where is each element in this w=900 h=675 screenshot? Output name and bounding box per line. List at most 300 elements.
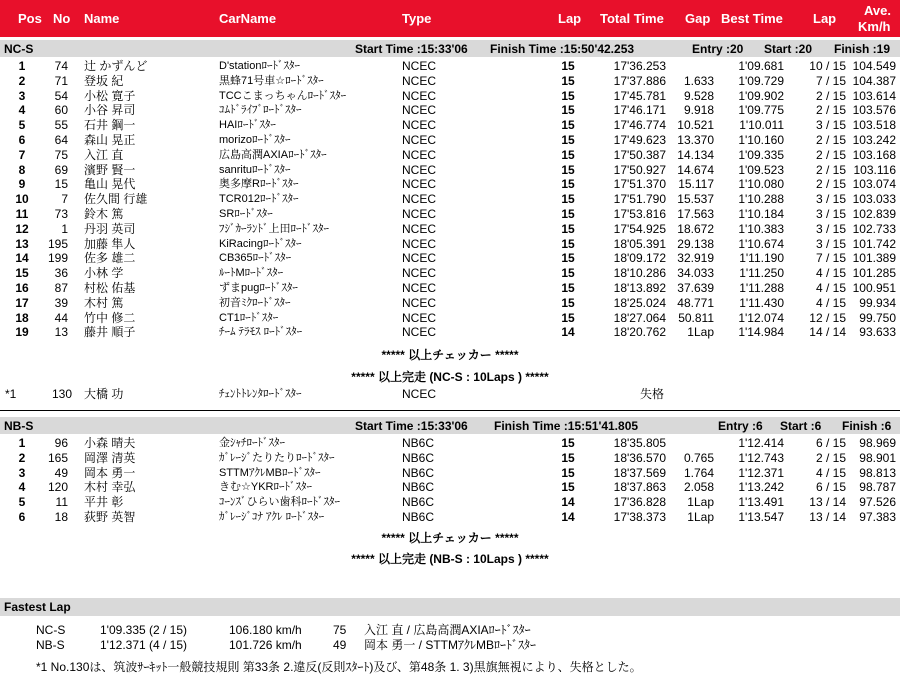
- lap-cell: 15: [561, 207, 575, 221]
- fastest-lap-title: Fastest Lap: [4, 600, 71, 614]
- gap-cell: 0.765: [683, 450, 714, 465]
- pos-cell: 9: [18, 177, 26, 192]
- lap-cell: 15: [561, 103, 575, 118]
- gap-cell: 13.370: [677, 133, 714, 147]
- table-row: [0, 311, 900, 326]
- lap-cell: 15: [561, 310, 575, 325]
- car-no-cell: 36: [54, 266, 68, 281]
- type-cell: NCEC: [402, 207, 437, 221]
- best-time-cell: 1'11.430: [739, 295, 784, 310]
- fastest-row-ncs: [0, 623, 900, 638]
- car-name-cell: CB365ﾛｰﾄﾞｽﾀｰ: [219, 252, 292, 265]
- car-name-cell: sanrituﾛｰﾄﾞｽﾀｰ: [219, 163, 291, 176]
- pos-cell: 12: [15, 221, 29, 236]
- total-time-cell: 17'36.253: [613, 59, 666, 73]
- header-kmh: Km/h: [858, 19, 891, 34]
- type-cell: NCEC: [402, 103, 437, 118]
- nbs-finish-count: Finish :6: [842, 419, 892, 433]
- divider-line: [0, 410, 900, 411]
- best-lap-cell: 3 / 15: [815, 118, 846, 133]
- type-cell: NCEC: [402, 310, 437, 325]
- car-name-cell: TCR012ﾛｰﾄﾞｽﾀｰ: [219, 193, 299, 206]
- car-no-cell: 1: [61, 221, 68, 236]
- lap-cell: 15: [561, 251, 575, 266]
- pos-cell: 14: [15, 251, 29, 266]
- table-row: [0, 281, 900, 296]
- driver-name-cell: 登坂 紀: [84, 73, 124, 88]
- total-time-cell: 17'54.925: [613, 221, 666, 236]
- table-row: [0, 163, 900, 178]
- best-lap-cell: 10 / 15: [809, 59, 846, 73]
- driver-name-cell: 岡澤 清英: [84, 450, 136, 465]
- gap-cell: 1Lap: [687, 325, 714, 340]
- lap-cell: 15: [561, 73, 575, 88]
- header-carname: CarName: [219, 11, 277, 26]
- gap-cell: 14.134: [677, 147, 714, 162]
- total-time-cell: 18'25.024: [613, 295, 666, 310]
- gap-cell: 17.563: [677, 207, 714, 221]
- ave-speed-cell: 101.285: [852, 266, 896, 281]
- ncs-complete-note: ***** 以上完走 (NC-S : 10Laps ) *****: [351, 370, 549, 384]
- lap-cell: 15: [561, 236, 575, 251]
- type-cell: NCEC: [402, 236, 437, 251]
- total-time-cell: 17'37.886: [613, 73, 666, 88]
- table-row: [0, 89, 900, 104]
- driver-name-cell: 亀山 晃代: [84, 177, 136, 192]
- best-lap-cell: 4 / 15: [815, 266, 846, 281]
- ave-speed-cell: 100.951: [852, 281, 896, 295]
- ncs-finish-count: Finish :19: [834, 42, 891, 56]
- car-name-cell: ｺｰﾝｽﾞひらい歯科ﾛｰﾄﾞｽﾀｰ: [219, 496, 340, 509]
- fastest-no: 75: [333, 623, 347, 637]
- car-name-cell: KiRacingﾛｰﾄﾞｽﾀｰ: [219, 237, 302, 250]
- best-time-cell: 1'09.902: [738, 88, 784, 103]
- best-lap-cell: 13 / 14: [809, 495, 846, 510]
- type-cell: NCEC: [402, 162, 437, 177]
- driver-name-cell: 辻 かずんど: [84, 59, 148, 73]
- pos-cell: 10: [15, 192, 29, 207]
- pos-cell: 18: [15, 310, 29, 325]
- ave-speed-cell: 103.116: [853, 162, 896, 177]
- driver-name-cell: 平井 彰: [84, 495, 124, 510]
- best-time-cell: 1'10.080: [738, 177, 784, 192]
- total-time-cell: 18'37.569: [613, 465, 666, 480]
- lap-cell: 15: [561, 59, 575, 73]
- best-time-cell: 1'13.547: [738, 510, 784, 524]
- header-pos: Pos: [18, 11, 42, 26]
- type-cell: NB6C: [402, 480, 435, 495]
- type-cell: NCEC: [402, 59, 437, 73]
- best-lap-cell: 6 / 15: [815, 480, 846, 495]
- car-no-cell: 15: [54, 177, 68, 192]
- total-time-cell: 17'38.373: [613, 510, 666, 524]
- driver-name-cell: 丹羽 英司: [84, 221, 136, 236]
- type-cell: NB6C: [402, 495, 435, 510]
- total-time-cell: 18'36.570: [613, 450, 666, 465]
- ncs-section-header: [0, 40, 900, 57]
- table-row: [0, 510, 900, 525]
- best-lap-cell: 3 / 15: [815, 192, 846, 207]
- dq-car: ﾁｪﾝﾄﾄﾚﾝﾀﾛｰﾄﾞｽﾀｰ: [219, 388, 302, 400]
- fastest-lap-header: [0, 598, 900, 616]
- ave-speed-cell: 101.742: [852, 236, 896, 251]
- ncs-checker-note: ***** 以上チェッカー *****: [381, 348, 519, 362]
- gap-cell: 1Lap: [687, 510, 714, 524]
- ave-speed-cell: 104.549: [852, 59, 896, 73]
- total-time-cell: 18'37.863: [613, 480, 666, 495]
- nbs-entry-count: Entry :6: [718, 419, 763, 433]
- driver-name-cell: 濱野 賢一: [84, 162, 136, 177]
- car-no-cell: 60: [54, 103, 68, 118]
- car-name-cell: HAIﾛｰﾄﾞｽﾀｰ: [219, 119, 276, 132]
- lap-cell: 15: [561, 147, 575, 162]
- table-row: [0, 74, 900, 89]
- driver-name-cell: 佐久間 行雄: [84, 192, 148, 207]
- ave-speed-cell: 99.750: [859, 310, 896, 325]
- pos-cell: 2: [18, 73, 26, 88]
- header-best-lap: Lap: [813, 11, 837, 26]
- total-time-cell: 17'51.370: [613, 177, 666, 192]
- best-time-cell: 1'09.523: [738, 162, 784, 177]
- driver-name-cell: 荻野 英智: [84, 510, 136, 524]
- lap-cell: 15: [561, 192, 575, 207]
- ave-speed-cell: 101.389: [852, 251, 896, 266]
- driver-name-cell: 小林 学: [84, 266, 124, 281]
- total-time-cell: 18'20.762: [613, 325, 666, 340]
- ncs-dq-row: [0, 387, 900, 402]
- nbs-start-count: Start :6: [780, 419, 822, 433]
- type-cell: NCEC: [402, 177, 437, 192]
- car-no-cell: 11: [55, 495, 68, 510]
- ave-speed-cell: 103.614: [852, 88, 896, 103]
- car-no-cell: 199: [47, 251, 68, 266]
- car-no-cell: 39: [54, 295, 68, 310]
- nbs-section-header: [0, 417, 900, 434]
- fastest-driver: 岡本 勇一 / STTMｱｸﾚMBﾛｰﾄﾞｽﾀｰ: [364, 638, 536, 652]
- total-time-cell: 17'36.828: [613, 495, 666, 510]
- gap-cell: 9.918: [683, 103, 714, 118]
- ave-speed-cell: 103.074: [852, 177, 896, 192]
- car-no-cell: 7: [61, 192, 68, 207]
- car-no-cell: 44: [54, 310, 68, 325]
- car-no-cell: 96: [54, 436, 68, 450]
- type-cell: NCEC: [402, 88, 437, 103]
- best-lap-cell: 2 / 15: [815, 177, 846, 192]
- driver-name-cell: 加藤 隼人: [84, 236, 136, 251]
- car-name-cell: きむ☆YKRﾛｰﾄﾞｽﾀｰ: [219, 481, 312, 494]
- car-no-cell: 49: [54, 465, 68, 480]
- pos-cell: 6: [18, 510, 26, 524]
- header-name: Name: [84, 11, 120, 26]
- dq-footnote: *1 No.130は、筑波ｻｰｷｯﾄ一般競技規則 第33条 2.違反(反則ｽﾀｰﾄ)及び、第48条 1. 3)黒旗無視により、失格とした。: [36, 660, 642, 674]
- header-ave: Ave.: [864, 3, 891, 18]
- fastest-row-nbs: [0, 638, 900, 653]
- table-row: [0, 222, 900, 237]
- pos-cell: 8: [18, 162, 26, 177]
- lap-cell: 15: [561, 450, 575, 465]
- type-cell: NCEC: [402, 133, 437, 147]
- type-cell: NB6C: [402, 465, 435, 480]
- car-name-cell: CT1ﾛｰﾄﾞｽﾀｰ: [219, 311, 279, 324]
- best-time-cell: 1'10.160: [738, 133, 784, 147]
- table-row: [0, 207, 900, 222]
- driver-name-cell: 石井 鋼一: [84, 118, 136, 133]
- dq-name: 大橋 功: [84, 387, 124, 401]
- car-name-cell: TCCこまっちゃんﾛｰﾄﾞｽﾀｰ: [219, 89, 347, 102]
- driver-name-cell: 竹中 修二: [84, 310, 136, 325]
- pos-cell: 6: [18, 133, 26, 147]
- gap-cell: 48.771: [677, 295, 714, 310]
- type-cell: NCEC: [402, 192, 437, 207]
- total-time-cell: 18'10.286: [613, 266, 666, 281]
- lap-cell: 14: [561, 510, 575, 524]
- pos-cell: 1: [18, 59, 26, 73]
- best-time-cell: 1'11.190: [739, 251, 784, 266]
- header-total-time: Total Time: [600, 11, 664, 26]
- dq-type: NCEC: [402, 387, 437, 401]
- header-best-time: Best Time: [721, 11, 783, 26]
- lap-cell: 15: [561, 118, 575, 133]
- ave-speed-cell: 103.576: [852, 103, 896, 118]
- car-no-cell: 120: [47, 480, 68, 495]
- gap-cell: 2.058: [683, 480, 714, 495]
- total-time-cell: 17'49.623: [613, 133, 666, 147]
- ave-speed-cell: 104.387: [852, 73, 896, 88]
- car-no-cell: 55: [54, 118, 68, 133]
- ave-speed-cell: 97.526: [859, 495, 896, 510]
- pos-cell: 5: [18, 118, 26, 133]
- ave-speed-cell: 98.969: [859, 436, 896, 450]
- fastest-time: 1'09.335 (2 / 15): [100, 623, 188, 637]
- fastest-driver: 入江 直 / 広島高潤AXIAﾛｰﾄﾞｽﾀｰ: [364, 623, 531, 637]
- driver-name-cell: 小谷 昇司: [84, 103, 136, 118]
- best-time-cell: 1'10.383: [738, 221, 784, 236]
- type-cell: NCEC: [402, 266, 437, 281]
- best-time-cell: 1'10.674: [738, 236, 784, 251]
- ave-speed-cell: 97.383: [859, 510, 896, 524]
- nbs-finish-time: Finish Time :15:51'41.805: [494, 419, 639, 433]
- total-time-cell: 17'46.171: [613, 103, 666, 118]
- total-time-cell: 17'53.816: [613, 207, 666, 221]
- lap-cell: 15: [561, 88, 575, 103]
- best-lap-cell: 2 / 15: [815, 133, 846, 147]
- table-row: [0, 148, 900, 163]
- lap-cell: 14: [561, 495, 575, 510]
- car-name-cell: 金ｼｬﾁﾛｰﾄﾞｽﾀｰ: [219, 437, 285, 449]
- best-time-cell: 1'12.371: [738, 465, 784, 480]
- lap-cell: 15: [561, 295, 575, 310]
- ave-speed-cell: 103.033: [852, 192, 896, 207]
- table-row: [0, 103, 900, 118]
- car-name-cell: ｶﾞﾚｰｼﾞｺﾅ ｱｸﾚ ﾛｰﾄﾞｽﾀｰ: [219, 511, 325, 523]
- ncs-finish-time: Finish Time :15:50'42.253: [490, 42, 635, 56]
- car-name-cell: ｶﾞﾚｰｼﾞたりたりﾛｰﾄﾞｽﾀｰ: [219, 451, 335, 464]
- lap-cell: 15: [561, 266, 575, 281]
- best-time-cell: 1'12.414: [738, 436, 784, 450]
- gap-cell: 18.672: [677, 221, 714, 236]
- pos-cell: 1: [18, 436, 26, 450]
- total-time-cell: 18'13.892: [613, 281, 666, 295]
- ncs-start-time: Start Time :15:33'06: [355, 42, 468, 56]
- lap-cell: 15: [561, 177, 575, 192]
- type-cell: NCEC: [402, 73, 437, 88]
- total-time-cell: 17'51.790: [613, 192, 666, 207]
- best-lap-cell: 2 / 15: [815, 103, 846, 118]
- car-no-cell: 74: [54, 59, 68, 73]
- driver-name-cell: 小森 晴夫: [84, 436, 136, 450]
- pos-cell: 5: [18, 495, 26, 510]
- ncs-class-label: NC-S: [4, 42, 34, 56]
- table-row: [0, 118, 900, 133]
- car-no-cell: 87: [54, 281, 68, 295]
- best-time-cell: 1'10.011: [739, 118, 784, 133]
- lap-cell: 15: [561, 281, 575, 295]
- best-lap-cell: 4 / 15: [815, 281, 846, 295]
- pos-cell: 7: [18, 147, 26, 162]
- car-name-cell: ﾙｰﾄMﾛｰﾄﾞｽﾀｰ: [219, 267, 284, 280]
- table-row: [0, 177, 900, 192]
- lap-cell: 14: [561, 325, 575, 340]
- lap-cell: 15: [561, 221, 575, 236]
- driver-name-cell: 佐多 雄二: [84, 251, 136, 266]
- table-row: [0, 266, 900, 281]
- best-time-cell: 1'09.775: [738, 103, 784, 118]
- type-cell: NCEC: [402, 295, 437, 310]
- type-cell: NB6C: [402, 510, 435, 524]
- ave-speed-cell: 98.813: [859, 465, 896, 480]
- pos-cell: 17: [15, 295, 29, 310]
- total-time-cell: 17'46.774: [613, 118, 666, 133]
- gap-cell: 37.639: [677, 281, 714, 295]
- table-row: [0, 237, 900, 252]
- gap-cell: 34.033: [677, 266, 714, 281]
- driver-name-cell: 岡本 勇一: [84, 465, 136, 480]
- nbs-start-time: Start Time :15:33'06: [355, 419, 468, 433]
- pos-cell: 15: [15, 266, 29, 281]
- car-no-cell: 195: [47, 236, 68, 251]
- fastest-no: 49: [333, 638, 347, 652]
- type-cell: NCEC: [402, 251, 437, 266]
- lap-cell: 15: [561, 465, 575, 480]
- nbs-class-label: NB-S: [4, 419, 34, 433]
- table-row: [0, 59, 900, 74]
- nbs-complete-note: ***** 以上完走 (NB-S : 10Laps ) *****: [351, 552, 549, 566]
- header-gap: Gap: [685, 11, 711, 26]
- ave-speed-cell: 103.242: [852, 133, 896, 147]
- driver-name-cell: 入江 直: [84, 147, 124, 162]
- pos-cell: 16: [15, 281, 29, 295]
- car-name-cell: ｺﾑﾄﾞﾗｲﾌﾞﾛｰﾄﾞｽﾀｰ: [219, 104, 302, 117]
- type-cell: NCEC: [402, 325, 437, 340]
- car-name-cell: ﾁｰﾑ ﾃﾗﾓｽ ﾛｰﾄﾞｽﾀｰ: [219, 326, 303, 339]
- dq-status: 失格: [640, 387, 665, 401]
- gap-cell: 15.117: [678, 177, 714, 192]
- car-name-cell: 黒蜂71号車☆ﾛｰﾄﾞｽﾀｰ: [219, 74, 324, 87]
- total-time-cell: 17'50.387: [613, 147, 666, 162]
- nbs-checker-note: ***** 以上チェッカー *****: [381, 531, 519, 545]
- ave-speed-cell: 103.518: [852, 118, 896, 133]
- car-name-cell: 奥多摩Rﾛｰﾄﾞｽﾀｰ: [219, 178, 299, 191]
- type-cell: NCEC: [402, 281, 437, 295]
- car-name-cell: SRﾛｰﾄﾞｽﾀｰ: [219, 208, 273, 220]
- best-lap-cell: 4 / 15: [815, 295, 846, 310]
- gap-cell: 1.764: [683, 465, 714, 480]
- type-cell: NCEC: [402, 147, 437, 162]
- ave-speed-cell: 98.901: [859, 450, 896, 465]
- best-lap-cell: 12 / 15: [809, 310, 846, 325]
- ncs-start-count: Start :20: [764, 42, 813, 56]
- car-name-cell: 広島高潤AXIAﾛｰﾄﾞｽﾀｰ: [219, 148, 327, 161]
- total-time-cell: 18'27.064: [613, 310, 666, 325]
- pos-cell: 3: [18, 465, 26, 480]
- ave-speed-cell: 103.168: [852, 147, 896, 162]
- best-time-cell: 1'11.250: [739, 266, 784, 281]
- gap-cell: 1.633: [683, 73, 714, 88]
- table-row: [0, 436, 900, 451]
- gap-cell: 29.138: [677, 236, 714, 251]
- total-time-cell: 18'35.805: [613, 436, 666, 450]
- column-header-bar: [0, 0, 900, 37]
- best-time-cell: 1'09.729: [738, 73, 784, 88]
- pos-cell: 13: [15, 236, 29, 251]
- lap-cell: 15: [561, 162, 575, 177]
- gap-cell: 32.919: [677, 251, 714, 266]
- table-row: [0, 325, 900, 340]
- best-time-cell: 1'10.288: [738, 192, 784, 207]
- table-row: [0, 451, 900, 466]
- car-no-cell: 71: [54, 73, 68, 88]
- pos-cell: 4: [18, 480, 26, 495]
- best-lap-cell: 3 / 15: [815, 207, 846, 221]
- table-row: [0, 466, 900, 481]
- dq-no: 130: [51, 387, 72, 401]
- best-time-cell: 1'12.074: [738, 310, 784, 325]
- gap-cell: 1Lap: [687, 495, 714, 510]
- type-cell: NB6C: [402, 436, 435, 450]
- best-time-cell: 1'09.681: [738, 59, 784, 73]
- type-cell: NCEC: [402, 221, 437, 236]
- ave-speed-cell: 99.934: [859, 295, 896, 310]
- car-name-cell: STTMｱｸﾚMBﾛｰﾄﾞｽﾀｰ: [219, 466, 321, 479]
- driver-name-cell: 小松 寛子: [84, 88, 136, 103]
- driver-name-cell: 森山 晃正: [84, 133, 136, 147]
- total-time-cell: 18'05.391: [613, 236, 666, 251]
- car-no-cell: 18: [54, 510, 68, 524]
- car-no-cell: 75: [54, 147, 68, 162]
- best-lap-cell: 13 / 14: [809, 510, 846, 524]
- best-lap-cell: 3 / 15: [815, 221, 846, 236]
- best-lap-cell: 14 / 14: [809, 325, 846, 340]
- car-no-cell: 69: [54, 162, 68, 177]
- lap-cell: 15: [561, 436, 575, 450]
- table-row: [0, 480, 900, 495]
- pos-cell: 11: [15, 207, 29, 221]
- total-time-cell: 17'50.927: [613, 162, 666, 177]
- gap-cell: 14.674: [677, 162, 714, 177]
- best-time-cell: 1'09.335: [738, 147, 784, 162]
- table-row: [0, 296, 900, 311]
- pos-cell: 19: [15, 325, 29, 340]
- car-name-cell: ﾌｼﾞｶｰﾗﾝﾄﾞ上田ﾛｰﾄﾞｽﾀｰ: [219, 222, 329, 235]
- car-no-cell: 54: [54, 88, 68, 103]
- type-cell: NCEC: [402, 118, 437, 133]
- pos-cell: 3: [18, 88, 26, 103]
- best-lap-cell: 7 / 15: [815, 73, 846, 88]
- total-time-cell: 17'45.781: [613, 88, 666, 103]
- header-type: Type: [402, 11, 432, 26]
- ncs-entry-count: Entry :20: [692, 42, 744, 56]
- table-row: [0, 251, 900, 266]
